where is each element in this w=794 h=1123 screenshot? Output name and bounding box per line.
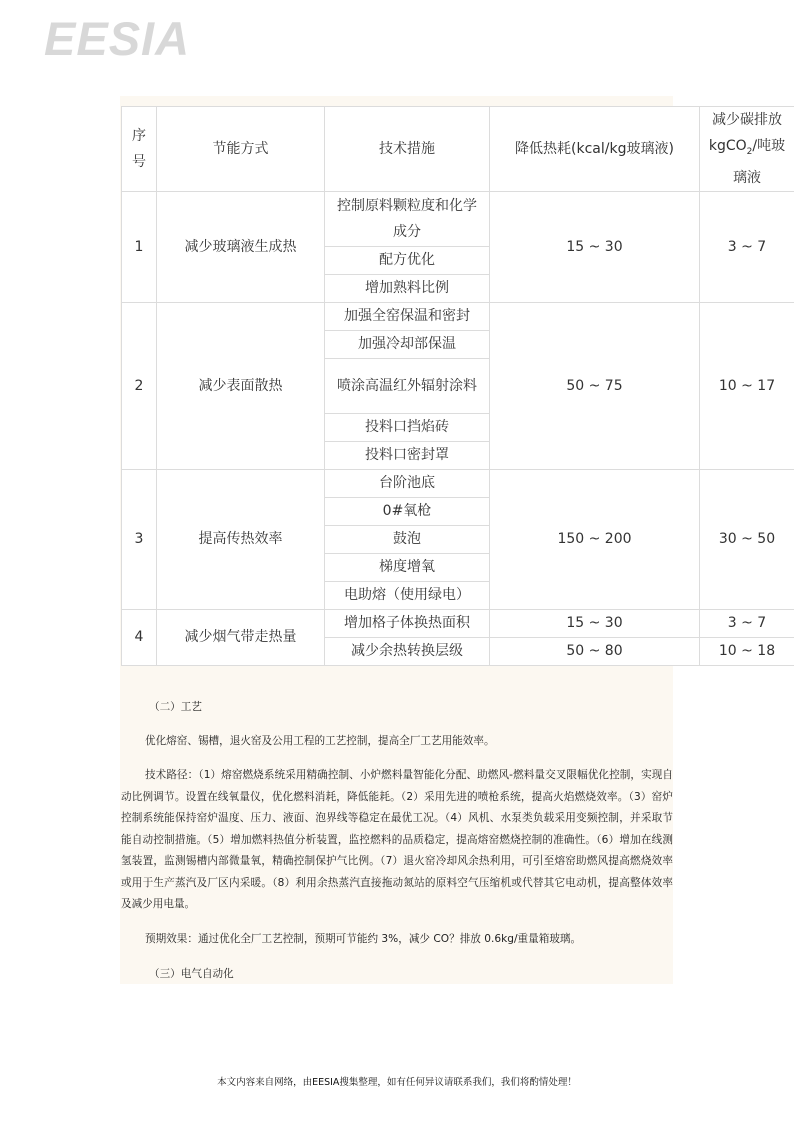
section-title-electrical: （三）电气自动化	[149, 968, 234, 980]
cell-seq: 4	[122, 609, 157, 665]
cell-method: 减少玻璃液生成热	[157, 191, 325, 302]
cell-heat: 15 ~ 30	[490, 191, 700, 302]
cell-measure: 增加格子体换热面积	[325, 609, 490, 637]
cell-carbon: 10 ~ 17	[700, 302, 794, 469]
cell-measure: 0#氧枪	[325, 497, 490, 525]
cell-measure: 台阶池底	[325, 469, 490, 497]
footer-disclaimer: 本文内容来自网络，由EESIA搜集整理，如有任何异议请联系我们，我们将酌情处理！	[217, 1077, 577, 1088]
cell-method: 提高传热效率	[157, 469, 325, 609]
cell-measure: 加强冷却部保温	[325, 330, 490, 358]
table-row	[122, 191, 794, 246]
cell-measure: 投料口挡焰砖	[325, 413, 490, 441]
table-header-row	[122, 107, 794, 192]
paragraph-technical-path: 技术路径：（1）熔窑燃烧系统采用精确控制、小炉燃料量智能化分配、助燃风-燃料量交叉限幅优化控制，实现自动比例调节。设置在线氧量仪，优化燃料消耗，降低能耗。（2）采用先进的喷枪系统，提高火焰燃烧效率。（3）窑炉控制系统能保持窑炉温度、压力、液面、泡界线等稳定在最优工况。（4）风机、水泵类负载采用变频控制，并采取节能自动控制措施。（5）增加燃料热值分析装置，监控燃料的品质稳定，提高熔窑燃烧控制的准确性。（6）增加在线测氢装置，监测锡槽内部微量氧，精确控制保护气比例。（7）退火窑冷却风余热利用，可引至熔窑助燃风提高燃烧效率或用于生产蒸汽及厂区内采暖。（8）利用余热蒸汽直接拖动氮站的原料空气压缩机或代替其它电动机，提高整体效率及减少用电量。	[121, 769, 673, 910]
header-measure: 技术措施	[325, 107, 490, 192]
cell-measure: 投料口密封罩	[325, 441, 490, 469]
cell-measure: 配方优化	[325, 246, 490, 274]
cell-seq: 3	[122, 469, 157, 609]
cell-measure: 加强全窑保温和密封	[325, 302, 490, 330]
paragraph-overview: 优化熔窑、锡槽，退火窑及公用工程的工艺控制，提高全厂工艺用能效率。	[145, 735, 495, 747]
cell-measure: 增加熟料比例	[325, 274, 490, 302]
cell-measure: 控制原料颗粒度和化学成分	[325, 191, 490, 246]
cell-heat: 50 ~ 75	[490, 302, 700, 469]
cell-method: 减少烟气带走热量	[157, 609, 325, 665]
cell-method: 减少表面散热	[157, 302, 325, 469]
header-seq: 序号	[122, 107, 157, 192]
table-row	[122, 302, 794, 330]
cell-heat: 50 ~ 80	[490, 637, 700, 665]
cell-carbon: 10 ~ 18	[700, 637, 794, 665]
paragraph-expected-effect: 预期效果：通过优化全厂工艺控制，预期可节能约 3%，减少 CO？排放 0.6kg/重量箱玻璃。	[145, 933, 582, 945]
eesia-logo: EESIA	[44, 12, 191, 65]
cell-seq: 1	[122, 191, 157, 302]
header-heat: 降低热耗(kcal/kg玻璃液)	[490, 107, 700, 192]
cell-measure: 喷涂高温红外辐射涂料	[325, 358, 490, 413]
energy-saving-table	[121, 106, 794, 666]
cell-measure: 梯度增氧	[325, 553, 490, 581]
header-carbon: 减少碳排放kgCO$_2$/吨玻璃液	[700, 107, 794, 192]
table-row	[122, 609, 794, 637]
cell-carbon: 30 ~ 50	[700, 469, 794, 609]
cell-measure: 电助熔（使用绿电）	[325, 581, 490, 609]
cell-seq: 2	[122, 302, 157, 469]
header-method: 节能方式	[157, 107, 325, 192]
cell-carbon: 3 ~ 7	[700, 191, 794, 302]
cell-measure: 鼓泡	[325, 525, 490, 553]
cell-heat: 15 ~ 30	[490, 609, 700, 637]
section-title-process: （二）工艺	[149, 701, 202, 713]
cell-measure: 减少余热转换层级	[325, 637, 490, 665]
table-row	[122, 469, 794, 497]
cell-carbon: 3 ~ 7	[700, 609, 794, 637]
cell-heat: 150 ~ 200	[490, 469, 700, 609]
